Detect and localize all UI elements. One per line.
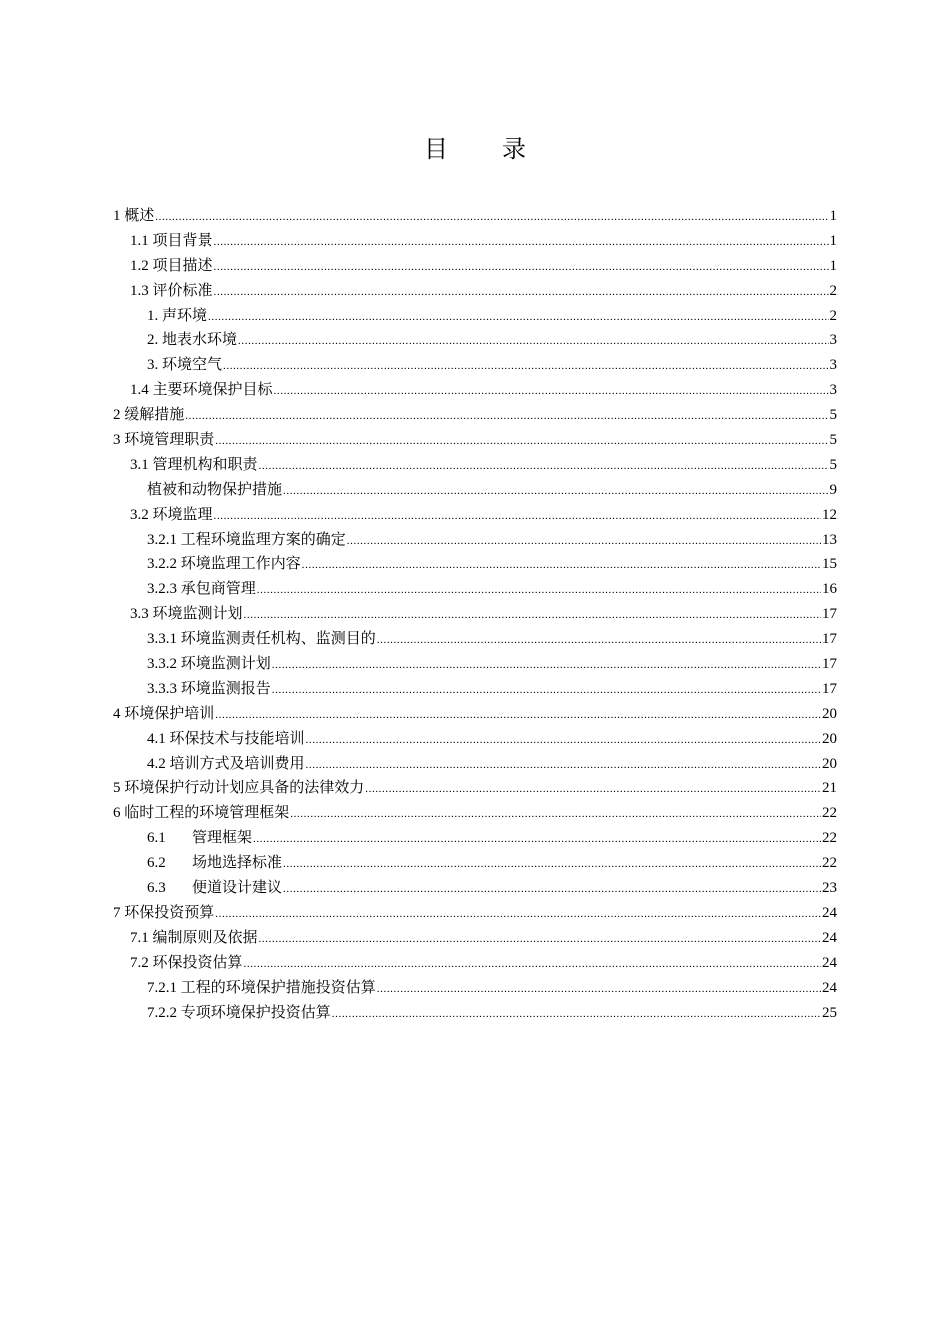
toc-entry-title: 1.3 评价标准 bbox=[130, 282, 213, 299]
toc-entry-page-number: 5 bbox=[829, 432, 837, 449]
toc-entry[interactable] bbox=[113, 403, 837, 428]
toc-entry[interactable] bbox=[113, 229, 837, 254]
toc-entry-page-number: 3 bbox=[829, 382, 837, 399]
toc-entry-title: 6.1 管理框架 bbox=[147, 830, 253, 847]
toc-entry-title: 4.2 培训方式及培训费用 bbox=[147, 755, 305, 772]
toc-entry-title: 3.3 环境监测计划 bbox=[130, 606, 243, 623]
toc-dot-leader bbox=[377, 628, 821, 653]
toc-entry-page-number: 17 bbox=[822, 606, 837, 623]
toc-entry-page-number: 13 bbox=[822, 531, 837, 548]
toc-entry[interactable] bbox=[113, 428, 837, 453]
toc-dot-leader bbox=[290, 802, 821, 827]
toc-entry-page-number: 17 bbox=[822, 631, 837, 648]
toc-entry-title: 3.2.1 工程环境监理方案的确定 bbox=[147, 531, 346, 548]
toc-entry-title: 7 环保投资预算 bbox=[113, 904, 215, 921]
toc-entry-page-number: 16 bbox=[822, 581, 837, 598]
toc-entry-page-number: 20 bbox=[822, 705, 837, 722]
toc-entry-page-number: 20 bbox=[822, 730, 837, 747]
toc-dot-leader bbox=[244, 603, 821, 628]
toc-entry-title: 3 环境管理职责 bbox=[113, 432, 215, 449]
toc-entry-page-number: 3 bbox=[829, 332, 837, 349]
toc-dot-leader bbox=[332, 1002, 821, 1027]
toc-entry-title: 3.3.3 环境监测报告 bbox=[147, 680, 271, 697]
toc-entry-page-number: 1 bbox=[829, 232, 837, 249]
toc-entry[interactable] bbox=[113, 577, 837, 602]
toc-entry-page-number: 20 bbox=[822, 755, 837, 772]
toc-entry[interactable] bbox=[113, 503, 837, 528]
toc-dot-leader bbox=[215, 703, 821, 728]
toc-entry-page-number: 3 bbox=[829, 357, 837, 374]
toc-entry-title: 1.4 主要环境保护目标 bbox=[130, 382, 273, 399]
toc-entry-page-number: 5 bbox=[829, 456, 837, 473]
toc-dot-leader bbox=[302, 553, 821, 578]
toc-dot-leader bbox=[238, 329, 828, 354]
toc-entry[interactable] bbox=[113, 1001, 837, 1026]
toc-entry[interactable] bbox=[113, 279, 837, 304]
toc-entry[interactable] bbox=[113, 951, 837, 976]
toc-entry[interactable] bbox=[113, 453, 837, 478]
toc-entry-title: 6 临时工程的环境管理框架 bbox=[113, 805, 290, 822]
toc-dot-leader bbox=[214, 504, 821, 529]
toc-entry-page-number: 2 bbox=[829, 307, 837, 324]
toc-title: 目 录 bbox=[424, 137, 550, 163]
toc-entry[interactable] bbox=[113, 254, 837, 279]
toc-entry[interactable] bbox=[113, 851, 837, 876]
toc-dot-leader bbox=[283, 852, 821, 877]
toc-entry[interactable] bbox=[113, 552, 837, 577]
toc-entry[interactable] bbox=[113, 378, 837, 403]
toc-entry-page-number: 12 bbox=[822, 506, 837, 523]
toc-entry[interactable] bbox=[113, 353, 837, 378]
toc-entry-title: 1.1 项目背景 bbox=[130, 232, 213, 249]
toc-entry-page-number: 21 bbox=[822, 780, 837, 797]
toc-entry-page-number: 24 bbox=[822, 979, 837, 996]
toc-dot-leader bbox=[365, 777, 821, 802]
toc-entry[interactable] bbox=[113, 602, 837, 627]
toc-entry-page-number: 17 bbox=[822, 656, 837, 673]
toc-entry-title: 1.2 项目描述 bbox=[130, 257, 213, 274]
toc-entry[interactable] bbox=[113, 976, 837, 1001]
toc-entry[interactable] bbox=[113, 876, 837, 901]
toc-dot-leader bbox=[214, 280, 829, 305]
toc-entry-title: 3. 环境空气 bbox=[147, 357, 223, 374]
toc-entry-page-number: 24 bbox=[822, 929, 837, 946]
toc-entry-title: 3.3.1 环境监测责任机构、监测目的 bbox=[147, 631, 376, 648]
toc-entry-page-number: 15 bbox=[822, 556, 837, 573]
toc-entry-title: 1. 声环境 bbox=[147, 307, 208, 324]
toc-entry[interactable] bbox=[113, 478, 837, 503]
toc-dot-leader bbox=[306, 728, 821, 753]
toc-entry[interactable] bbox=[113, 801, 837, 826]
toc-dot-leader bbox=[185, 404, 828, 429]
toc-dot-leader bbox=[377, 977, 821, 1002]
toc-entry-title: 3.2.2 环境监理工作内容 bbox=[147, 556, 301, 573]
toc-dot-leader bbox=[214, 255, 829, 280]
toc-entry-page-number: 9 bbox=[829, 481, 837, 498]
toc-entry[interactable] bbox=[113, 204, 837, 229]
toc-entry-title: 7.2.2 专项环境保护投资估算 bbox=[147, 1004, 331, 1021]
toc-entry-page-number: 1 bbox=[829, 257, 837, 274]
toc-entry[interactable] bbox=[113, 826, 837, 851]
toc-dot-leader bbox=[347, 529, 821, 554]
toc-entry-page-number: 25 bbox=[822, 1004, 837, 1021]
toc-entry-title: 7.2 环保投资估算 bbox=[130, 954, 243, 971]
toc-entry-title: 5 环境保护行动计划应具备的法律效力 bbox=[113, 780, 365, 797]
toc-entry-title: 3.2.3 承包商管理 bbox=[147, 581, 256, 598]
toc-entry[interactable] bbox=[113, 727, 837, 752]
toc-entry-title: 6.3 便道设计建议 bbox=[147, 880, 283, 897]
toc-entry-page-number: 22 bbox=[822, 830, 837, 847]
toc-entry[interactable] bbox=[113, 702, 837, 727]
toc-entry-page-number: 22 bbox=[822, 805, 837, 822]
toc-dot-leader bbox=[208, 305, 828, 330]
toc-dot-leader bbox=[283, 479, 828, 504]
toc-dot-leader bbox=[259, 927, 821, 952]
toc-entry-title: 植被和动物保护措施 bbox=[147, 481, 283, 498]
toc-entry-title: 3.1 管理机构和职责 bbox=[130, 456, 258, 473]
toc-entry[interactable] bbox=[113, 776, 837, 801]
toc-entry-page-number: 24 bbox=[822, 904, 837, 921]
toc-dot-leader bbox=[214, 230, 829, 255]
toc-dot-leader bbox=[215, 429, 828, 454]
toc-dot-leader bbox=[272, 653, 821, 678]
toc-entry[interactable] bbox=[113, 752, 837, 777]
toc-entry-title: 3.2 环境监理 bbox=[130, 506, 213, 523]
toc-list bbox=[113, 204, 837, 1025]
toc-entry-title: 1 概述 bbox=[113, 208, 155, 224]
toc-dot-leader bbox=[283, 877, 821, 902]
toc-entry-title: 7.1 编制原则及依据 bbox=[130, 929, 258, 946]
toc-dot-leader bbox=[306, 753, 821, 778]
toc-entry[interactable] bbox=[113, 304, 837, 329]
toc-dot-leader bbox=[215, 902, 821, 927]
toc-entry[interactable] bbox=[113, 652, 837, 677]
toc-dot-leader bbox=[155, 205, 828, 230]
toc-entry-page-number: 1 bbox=[829, 208, 837, 224]
toc-entry-page-number: 2 bbox=[829, 282, 837, 299]
toc-dot-leader bbox=[223, 354, 828, 379]
toc-entry-title: 3.3.2 环境监测计划 bbox=[147, 656, 271, 673]
toc-entry-page-number: 24 bbox=[822, 954, 837, 971]
toc-dot-leader bbox=[272, 678, 821, 703]
toc-dot-leader bbox=[244, 952, 821, 977]
toc-entry-page-number: 23 bbox=[822, 880, 837, 897]
toc-entry[interactable] bbox=[113, 328, 837, 353]
toc-entry-title: 4 环境保护培训 bbox=[113, 705, 215, 722]
toc-dot-leader bbox=[259, 454, 829, 479]
toc-entry-title: 4.1 环保技术与技能培训 bbox=[147, 730, 305, 747]
toc-entry-title: 2. 地表水环境 bbox=[147, 332, 238, 349]
toc-dot-leader bbox=[274, 379, 829, 404]
toc-entry-title: 6.2 场地选择标准 bbox=[147, 855, 283, 872]
toc-entry[interactable] bbox=[113, 528, 837, 553]
toc-dot-leader bbox=[253, 827, 821, 852]
toc-entry-title: 7.2.1 工程的环境保护措施投资估算 bbox=[147, 979, 376, 996]
toc-entry-title: 2 缓解措施 bbox=[113, 407, 185, 424]
toc-entry[interactable] bbox=[113, 627, 837, 652]
toc-entry[interactable] bbox=[113, 926, 837, 951]
toc-entry-page-number: 5 bbox=[829, 407, 837, 424]
toc-entry[interactable] bbox=[113, 901, 837, 926]
toc-entry[interactable] bbox=[113, 677, 837, 702]
toc-entry-page-number: 22 bbox=[822, 855, 837, 872]
toc-entry-page-number: 17 bbox=[822, 680, 837, 697]
toc-dot-leader bbox=[257, 578, 821, 603]
